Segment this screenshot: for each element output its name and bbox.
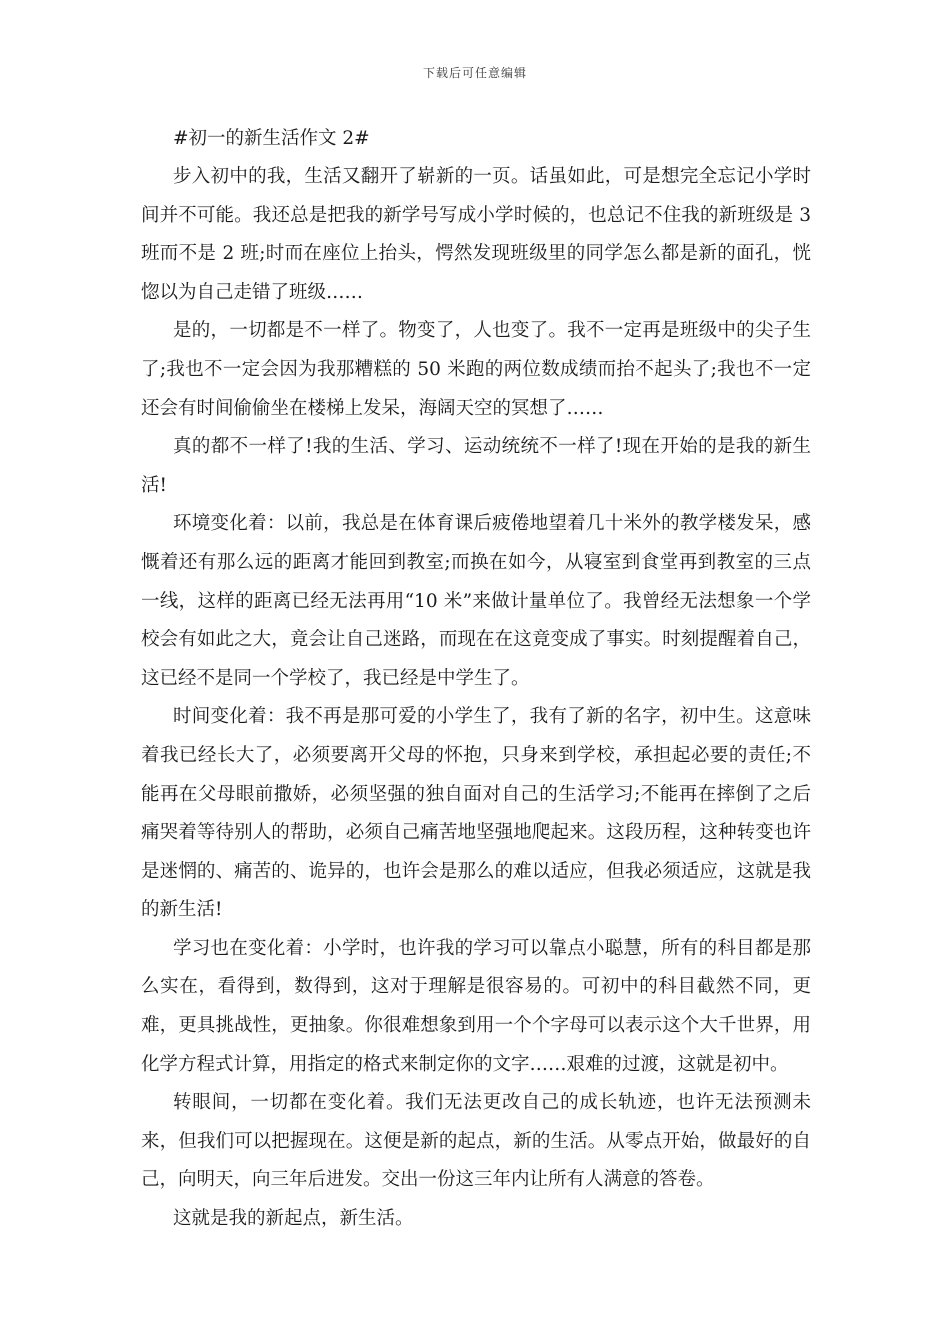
paragraph: 这就是我的新起点，新生活。: [173, 1208, 414, 1230]
paragraph: 学习也在变化着：小学时，也许我的学习可以靠点小聪慧，所有的科目都是那么实在，看得到，数得到，这对于理解是很容易的。可初中的科目截然不同，更难，更具挑战性，更抽象。你很难想象到用一个个字母可以表示这个大千世界，用化学方程式计算，用指定的格式来制定你的文字……艰难的过渡，这就是初中。: [141, 937, 811, 1075]
document-body: [141, 120, 811, 1239]
paragraph: 真的都不一样了!我的生活、学习、运动统统不一样了!现在开始的是我的新生活!: [141, 436, 811, 496]
paragraph: 步入初中的我，生活又翻开了崭新的一页。话虽如此，可是想完全忘记小学时间并不可能。我还总是把我的新学号写成小学时候的，也总记不住我的新班级是 3 班而不是 2 班;时而在座位上抬头，愕然发现班级里的同学怎么都是新的面孔，恍惚以为自己走错了班级……: [141, 166, 811, 303]
paragraph: 环境变化着：以前，我总是在体育课后疲倦地望着几十米外的教学楼发呆，感慨着还有那么远的距离才能回到教室;而换在如今，从寝室到食堂再到教室的三点一线，这样的距离已经无法再用“10 米”来做计量单位了。我曾经无法想象一个学校会有如此之大，竟会让自己迷路，而现在在这竟变成了事实。时刻提醒着自己，这已经不是同一个学校了，我已经是中学生了。: [141, 513, 811, 689]
paragraph: 时间变化着：我不再是那可爱的小学生了，我有了新的名字，初中生。这意味着我已经长大了，必须要离开父母的怀抱，只身来到学校，承担起必要的责任;不能再在父母眼前撒娇，必须坚强的独自面对自己的生活学习;不能再在摔倒了之后痛哭着等待别人的帮助，必须自己痛苦地坚强地爬起来。这段历程，这种转变也许是迷惘的、痛苦的、诡异的，也许会是那么的难以适应，但我必须适应，这就是我的新生活!: [141, 706, 811, 921]
document-title: #初一的新生活作文 2#: [173, 128, 370, 149]
paragraph: 是的，一切都是不一样了。物变了，人也变了。我不一定再是班级中的尖子生了;我也不一定会因为我那糟糕的 50 米跑的两位数成绩而抬不起头了;我也不一定还会有时间偷偷坐在楼梯上发呆，海阔天空的冥想了……: [141, 320, 811, 419]
header-note: 下载后可任意编辑: [422, 66, 527, 80]
paragraph: 转眼间，一切都在变化着。我们无法更改自己的成长轨迹，也许无法预测未来，但我们可以把握现在。这便是新的起点，新的生活。从零点开始，做最好的自己，向明天，向三年后进发。交出一份这三年内让所有人满意的答卷。: [141, 1092, 811, 1191]
